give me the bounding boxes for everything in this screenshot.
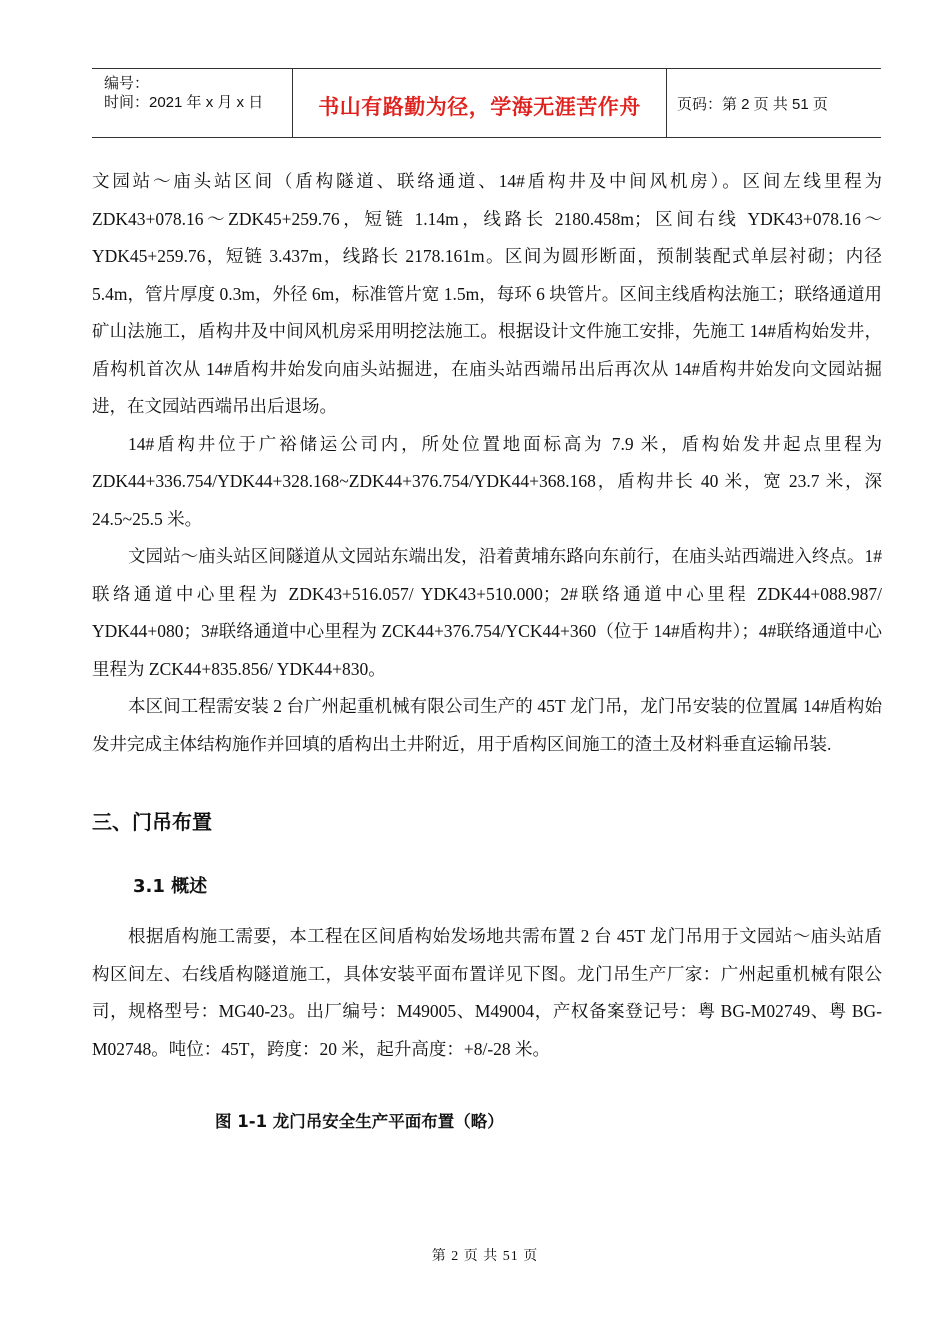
header-meta-cell — [92, 69, 293, 137]
subsection-heading: 3.1 概述 — [133, 876, 208, 897]
paragraph-crane-layout: 根据盾构施工需要，本工程在区间盾构始发场地共需布置 2 台 45T 龙门吊用于文园站～庙头站盾构区间左、右线盾构隧道施工，具体安装平面布置详见下图。龙门吊生产厂家：广州起重机械有限公司，规格型号：MG40-23。出厂编号：M49005、M49004，产权备案登记号：粤 BG-M02749、粤 BG-M02748。吨位：45T，跨度：20 米，起升高度：+8/-28 米。 — [92, 926, 882, 1059]
paragraph-tunnel-route: 文园站～庙头站区间隧道从文园站东端出发，沿着黄埔东路向东前行，在庙头站西端进入终点。1#联络通道中心里程为 ZDK43+516.057/ YDK43+510.000；2#联络通道中心里程 ZDK44+088.987/ YDK44+080；3#联络通道中心里程为 ZCK44+376.754/YCK44+360（位于 14#盾构井）；4#联络通道中心里程为 ZCK44+835.856/ YDK44+830。 — [92, 546, 882, 679]
page-footer: 第 2 页 共 51 页 — [431, 1249, 539, 1264]
paragraph-gantry-crane: 本区间工程需安装 2 台广州起重机械有限公司生产的 45T 龙门吊，龙门吊安装的位置属 14#盾构始发井完成主体结构施作并回填的盾构出土井附近，用于盾构区间施工的渣土及材料垂直运输吊装. — [92, 696, 882, 754]
header-page-cell — [667, 69, 881, 137]
section-heading: 三、门吊布置 — [92, 810, 212, 834]
header-motto: 书山有路勤为径，学海无涯苦作舟 — [318, 95, 641, 119]
paragraph-project-overview: 文园站～庙头站区间（盾构隧道、联络通道、14#盾构井及中间风机房）。区间左线里程为 ZDK43+078.16～ZDK45+259.76，短链 1.14m，线路长 2180.458m；区间右线 YDK43+078.16～YDK45+259.76，短链 3.437m，线路长 2178.161m。区间为圆形断面，预制装配式单层衬砌；内径 5.4m，管片厚度 0.3m，外径 6m，标准管片宽 1.5m，每环 6 块管片。区间主线盾构法施工；联络通道用矿山法施工，盾构井及中间风机房采用明挖法施工。根据设计文件施工安排，先施工 14#盾构始发井，盾构机首次从 14#盾构井始发向庙头站掘进，在庙头站西端吊出后再次从 14#盾构井始发向文园站掘进，在文园站西端吊出后退场。 — [92, 171, 882, 416]
header-page-info: 页码：第 2 页 共 51 页 — [677, 96, 828, 113]
section-body — [92, 918, 882, 1068]
document-code-label: 编号： — [104, 75, 150, 92]
paragraph-shield-well: 14#盾构井位于广裕储运公司内，所处位置地面标高为 7.9 米，盾构始发井起点里程为 ZDK44+336.754/YDK44+328.168~ZDK44+376.754/YDK44+368.168，盾构井长 40 米，宽 23.7 米，深 24.5~25.5 米。 — [92, 433, 882, 529]
page-header — [92, 68, 881, 138]
document-time-label: 时间：2021 年 x 月 x 日 — [104, 94, 264, 111]
header-motto-cell — [293, 69, 667, 137]
document-body — [92, 163, 882, 763]
figure-caption: 图 1-1 龙门吊安全生产平面布置（略） — [215, 1112, 504, 1131]
